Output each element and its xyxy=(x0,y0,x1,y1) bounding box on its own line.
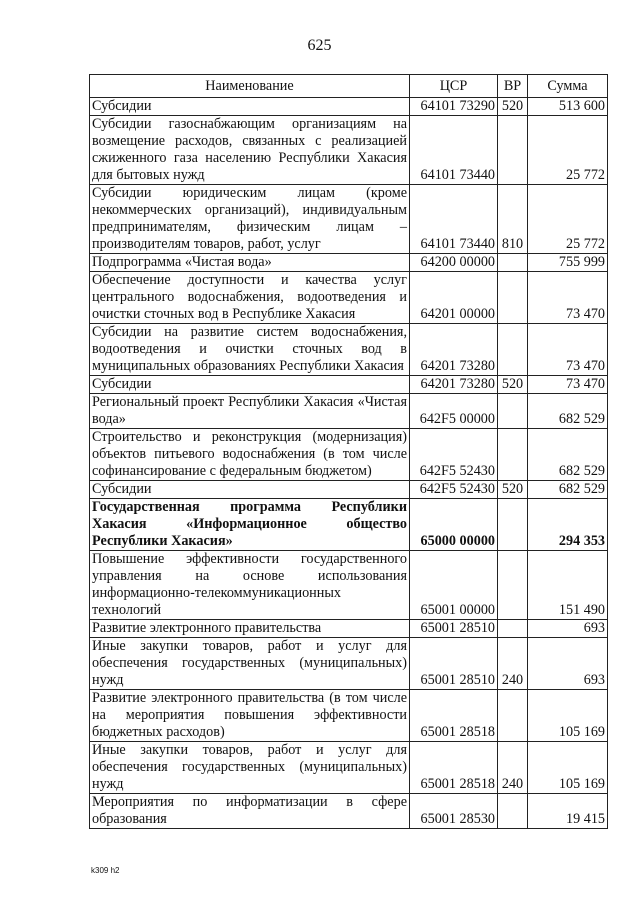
table-row xyxy=(90,638,608,690)
cell-sum: 73 470 xyxy=(528,376,608,394)
cell-csr: 642F5 00000 xyxy=(410,394,498,429)
cell-vr xyxy=(498,551,528,620)
table-row xyxy=(90,481,608,499)
cell-vr: 520 xyxy=(498,98,528,116)
cell-csr: 64201 00000 xyxy=(410,272,498,324)
cell-vr xyxy=(498,690,528,742)
column-header-name: Наименование xyxy=(90,75,410,98)
cell-name: Иные закупки товаров, работ и услуг для обеспечения государственных (муниципальных) нужд xyxy=(90,638,410,690)
cell-csr: 65001 28510 xyxy=(410,638,498,690)
cell-name: Подпрограмма «Чистая вода» xyxy=(90,254,410,272)
column-header-vr: ВР xyxy=(498,75,528,98)
column-header-sum: Сумма xyxy=(528,75,608,98)
table-row xyxy=(90,254,608,272)
cell-sum: 682 529 xyxy=(528,481,608,499)
cell-vr: 520 xyxy=(498,481,528,499)
cell-csr: 642F5 52430 xyxy=(410,481,498,499)
cell-sum: 105 169 xyxy=(528,690,608,742)
cell-csr: 64101 73440 xyxy=(410,185,498,254)
table-row xyxy=(90,742,608,794)
cell-csr: 64101 73290 xyxy=(410,98,498,116)
cell-name: Иные закупки товаров, работ и услуг для обеспечения государственных (муниципальных) нужд xyxy=(90,742,410,794)
table-row xyxy=(90,185,608,254)
cell-vr xyxy=(498,324,528,376)
table-row xyxy=(90,116,608,185)
table-row xyxy=(90,499,608,551)
table-row xyxy=(90,429,608,481)
cell-sum: 294 353 xyxy=(528,499,608,551)
cell-sum: 73 470 xyxy=(528,272,608,324)
cell-sum: 513 600 xyxy=(528,98,608,116)
cell-name: Субсидии xyxy=(90,98,410,116)
cell-csr: 65001 28510 xyxy=(410,620,498,638)
cell-csr: 65001 28530 xyxy=(410,794,498,829)
page-number: 625 xyxy=(307,37,332,54)
cell-sum: 693 xyxy=(528,638,608,690)
cell-sum: 105 169 xyxy=(528,742,608,794)
cell-vr: 240 xyxy=(498,638,528,690)
cell-sum: 693 xyxy=(528,620,608,638)
cell-vr xyxy=(498,620,528,638)
cell-name: Развитие электронного правительства (в том числе на мероприятия повышения эффективности бюджетных расходов) xyxy=(90,690,410,742)
cell-vr xyxy=(498,394,528,429)
cell-name: Субсидии xyxy=(90,376,410,394)
table-row xyxy=(90,620,608,638)
cell-name: Региональный проект Республики Хакасия «Чистая вода» xyxy=(90,394,410,429)
document-code: k309 h2 xyxy=(91,866,120,875)
column-header-csr: ЦСР xyxy=(410,75,498,98)
cell-name: Субсидии на развитие систем водоснабжения, водоотведения и очистки сточных вод в муниципальных образованиях Республики Хакасия xyxy=(90,324,410,376)
cell-name: Субсидии юридическим лицам (кроме некоммерческих организаций), индивидуальным предпринимателям, физическим лицам – производителям товаров, работ, услуг xyxy=(90,185,410,254)
table-row xyxy=(90,324,608,376)
cell-name: Обеспечение доступности и качества услуг центрального водоснабжения, водоотведения и очистки сточных вод в Республике Хакасия xyxy=(90,272,410,324)
table-row xyxy=(90,394,608,429)
cell-csr: 65001 00000 xyxy=(410,551,498,620)
cell-vr: 520 xyxy=(498,376,528,394)
cell-name: Повышение эффективности государственного управления на основе использования информационно-телекоммуникационных технологий xyxy=(90,551,410,620)
table-row xyxy=(90,376,608,394)
cell-csr: 65001 28518 xyxy=(410,742,498,794)
cell-csr: 64101 73440 xyxy=(410,116,498,185)
cell-sum: 25 772 xyxy=(528,116,608,185)
cell-name: Субсидии xyxy=(90,481,410,499)
cell-sum: 682 529 xyxy=(528,429,608,481)
cell-vr xyxy=(498,499,528,551)
cell-name: Государственная программа Республики Хакасия «Информационное общество Республики Хакасия» xyxy=(90,499,410,551)
cell-name: Мероприятия по информатизации в сфере образования xyxy=(90,794,410,829)
cell-vr xyxy=(498,254,528,272)
cell-vr xyxy=(498,116,528,185)
cell-sum: 73 470 xyxy=(528,324,608,376)
cell-csr: 64201 73280 xyxy=(410,324,498,376)
cell-csr: 64201 73280 xyxy=(410,376,498,394)
table-row xyxy=(90,98,608,116)
cell-csr: 64200 00000 xyxy=(410,254,498,272)
cell-vr xyxy=(498,429,528,481)
table-row xyxy=(90,690,608,742)
table-row xyxy=(90,794,608,829)
cell-name: Развитие электронного правительства xyxy=(90,620,410,638)
cell-vr xyxy=(498,272,528,324)
cell-name: Строительство и реконструкция (модернизация) объектов питьевого водоснабжения (в том числе софинансирование с федеральным бюджетом) xyxy=(90,429,410,481)
cell-vr xyxy=(498,794,528,829)
cell-csr: 65000 00000 xyxy=(410,499,498,551)
cell-sum: 25 772 xyxy=(528,185,608,254)
cell-sum: 755 999 xyxy=(528,254,608,272)
table-header-row xyxy=(90,75,608,98)
table-row xyxy=(90,551,608,620)
cell-vr: 240 xyxy=(498,742,528,794)
table-body xyxy=(90,98,608,829)
cell-sum: 151 490 xyxy=(528,551,608,620)
cell-sum: 682 529 xyxy=(528,394,608,429)
cell-vr: 810 xyxy=(498,185,528,254)
cell-csr: 642F5 52430 xyxy=(410,429,498,481)
budget-table xyxy=(89,74,608,829)
cell-sum: 19 415 xyxy=(528,794,608,829)
table-row xyxy=(90,272,608,324)
cell-name: Субсидии газоснабжающим организациям на возмещение расходов, связанных с реализацией сжиженного газа населению Республики Хакасия для бытовых нужд xyxy=(90,116,410,185)
cell-csr: 65001 28518 xyxy=(410,690,498,742)
